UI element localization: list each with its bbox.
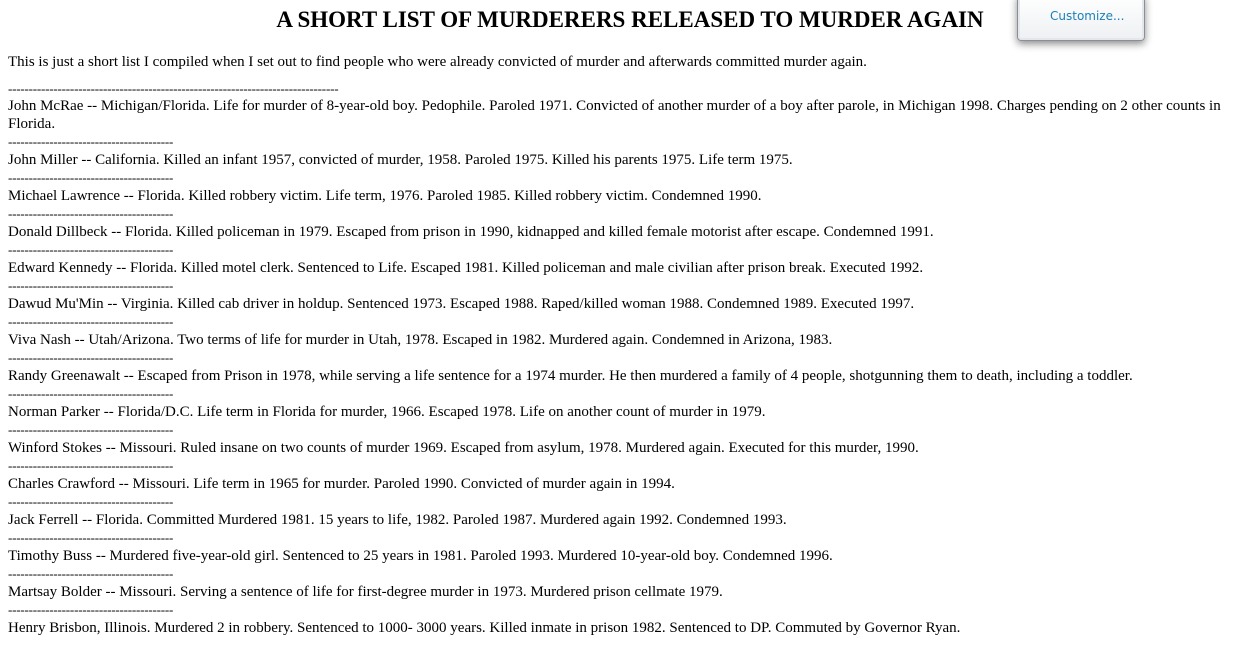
- list-item: Timothy Buss -- Murdered five-year-old girl. Sentenced to 25 years in 1981. Paroled 1993. Murdered 10-year-old boy. Condemned 1996.: [8, 548, 833, 564]
- list-item: John Miller -- California. Killed an infant 1957, convicted of murder, 1958. Paroled 1975. Killed his parents 1975. Life term 1975.: [8, 152, 793, 168]
- separator-line: ----------------------------------------: [8, 494, 174, 509]
- list-item: John McRae -- Michigan/Florida. Life for murder of 8-year-old boy. Pedophile. Paroled 1971. Convicted of another murder of a boy after parole, in Michigan 1998. Charges pending on 2 other counts in Florida.: [8, 98, 1221, 132]
- list-item: Winford Stokes -- Missouri. Ruled insane on two counts of murder 1969. Escaped from asylum, 1978. Murdered again. Executed for this murder, 1990.: [8, 440, 919, 456]
- separator-line: ----------------------------------------: [8, 530, 174, 545]
- list-item: Randy Greenawalt -- Escaped from Prison in 1978, while serving a life sentence for a 1974 murder. He then murdered a family of 4 people, shotgunning them to death, including a toddler.: [8, 368, 1133, 384]
- list-item: Charles Crawford -- Missouri. Life term in 1965 for murder. Paroled 1990. Convicted of murder again in 1994.: [8, 476, 675, 492]
- list-item: Norman Parker -- Florida/D.C. Life term in Florida for murder, 1966. Escaped 1978. Life on another count of murder in 1979.: [8, 404, 766, 420]
- customize-link[interactable]: Customize...: [1050, 9, 1125, 23]
- separator-line: ----------------------------------------: [8, 314, 174, 329]
- separator-line: ----------------------------------------: [8, 386, 174, 401]
- separator-line: ----------------------------------------: [8, 206, 174, 221]
- customize-popup: [1017, 0, 1145, 41]
- separator-line: ----------------------------------------: [8, 602, 174, 617]
- list-item: Martsay Bolder -- Missouri. Serving a sentence of life for first-degree murder in 1973. Murdered prison cellmate 1979.: [8, 584, 723, 600]
- page-content: [8, 0, 1252, 637]
- separator-line: --------------------------------------------------------------------------------: [8, 81, 339, 96]
- separator-line: ----------------------------------------: [8, 134, 174, 149]
- separator-line: ----------------------------------------: [8, 566, 174, 581]
- list-item: Jack Ferrell -- Florida. Committed Murdered 1981. 15 years to life, 1982. Paroled 1987. Murdered again 1992. Condemned 1993.: [8, 512, 787, 528]
- separator-line: ----------------------------------------: [8, 350, 174, 365]
- list-item: Donald Dillbeck -- Florida. Killed policeman in 1979. Escaped from prison in 1990, kidnapped and killed female motorist after escape. Condemned 1991.: [8, 224, 934, 240]
- list-item: Dawud Mu'Min -- Virginia. Killed cab driver in holdup. Sentenced 1973. Escaped 1988. Raped/killed woman 1988. Condemned 1989. Executed 1997.: [8, 296, 915, 312]
- murderer-list: [8, 81, 1252, 637]
- list-item: Viva Nash -- Utah/Arizona. Two terms of life for murder in Utah, 1978. Escaped in 1982. Murdered again. Condemned in Arizona, 1983.: [8, 332, 833, 348]
- page-title: A SHORT LIST OF MURDERERS RELEASED TO MURDER AGAIN: [276, 7, 984, 32]
- separator-line: ----------------------------------------: [8, 422, 174, 437]
- list-item: Edward Kennedy -- Florida. Killed motel clerk. Sentenced to Life. Escaped 1981. Killed policeman and male civilian after prison break. Executed 1992.: [8, 260, 924, 276]
- separator-line: ----------------------------------------: [8, 242, 174, 257]
- separator-line: ----------------------------------------: [8, 278, 174, 293]
- list-item: Michael Lawrence -- Florida. Killed robbery victim. Life term, 1976. Paroled 1985. Killed robbery victim. Condemned 1990.: [8, 188, 762, 204]
- separator-line: ----------------------------------------: [8, 458, 174, 473]
- list-item: Henry Brisbon, Illinois. Murdered 2 in robbery. Sentenced to 1000- 3000 years. Killed inmate in prison 1982. Sentenced to DP. Commuted by Governor Ryan.: [8, 620, 961, 636]
- intro-paragraph: This is just a short list I compiled when I set out to find people who were already convicted of murder and afterwards committed murder again.: [8, 54, 867, 70]
- separator-line: ----------------------------------------: [8, 170, 174, 185]
